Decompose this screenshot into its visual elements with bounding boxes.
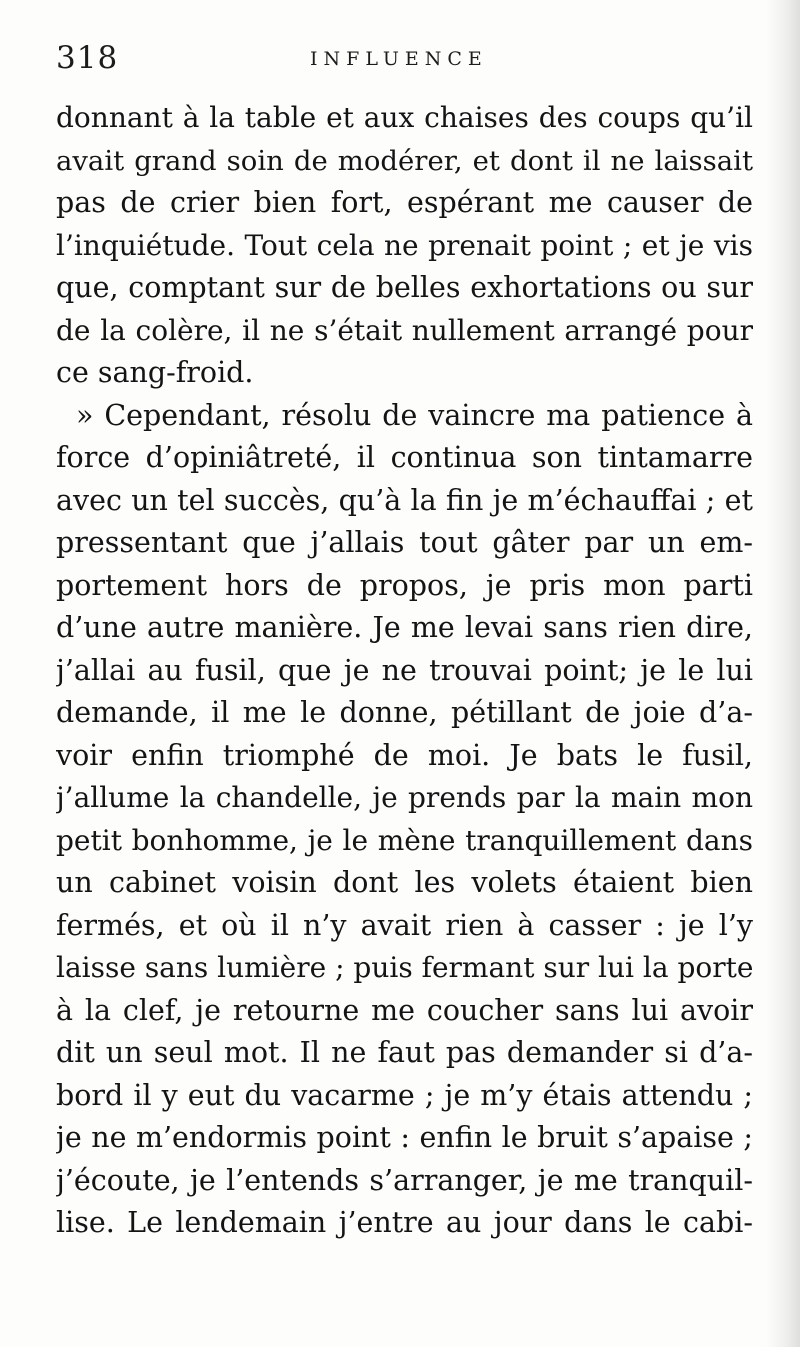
text-line: demande, il me le donne, pétillant de joie d’a- [56, 696, 753, 729]
text-line: d’une autre manière. Je me levai sans rien dire, [56, 611, 753, 644]
page-number: 318 [56, 40, 119, 76]
text-line: donnant à la table et aux chaises des coups qu’il [56, 101, 753, 134]
body-text [56, 97, 753, 1245]
text-line: petit bonhomme, je le mène tranquillement dans [56, 823, 753, 857]
text-line: j’écoute, je l’entends s’arranger, je me tranquil- [56, 1163, 753, 1197]
running-head [56, 40, 756, 80]
text-line: laisse sans lumière ; puis fermant sur lui la porte [56, 951, 753, 984]
paragraph-start-line: » Cependant, résolu de vaincre ma patience à [76, 398, 753, 432]
text-line: j’allai au fusil, que je ne trouvai point; je le lui [56, 653, 753, 687]
text-line: lise. Le lendemain j’entre au jour dans le cabi- [56, 1206, 753, 1239]
page-header-title: INFLUENCE [310, 48, 488, 70]
text-line: voir enfin triomphé de moi. Je bats le fusil, [56, 738, 753, 772]
text-line: ce sang-froid. [56, 356, 254, 389]
text-line: avait grand soin de modérer, et dont il ne laissait [56, 144, 753, 177]
page-edge-shadow [766, 0, 800, 1347]
text-line: un cabinet voisin dont les volets étaient bien [56, 866, 753, 899]
text-line: pressentant que j’allais tout gâter par un em- [56, 526, 753, 559]
text-line: avec un tel succès, qu’à la fin je m’échauffai ; et [56, 483, 753, 517]
text-line: l’inquiétude. Tout cela ne prenait point ; et je vis [56, 228, 753, 262]
text-line: pas de crier bien fort, espérant me causer de [56, 186, 753, 219]
text-line: fermés, et où il n’y avait rien à casser : je l’y [56, 908, 753, 942]
text-line: bord il y eut du vacarme ; je m’y étais attendu ; [56, 1078, 753, 1112]
text-line: portement hors de propos, je pris mon parti [56, 568, 753, 602]
text-line: à la clef, je retourne me coucher sans lui avoir [56, 993, 753, 1027]
text-line: force d’opiniâtreté, il continua son tintamarre [56, 441, 753, 474]
text-line: dit un seul mot. Il ne faut pas demander si d’a- [56, 1036, 753, 1069]
text-line: de la colère, il ne s’était nullement arrangé pour [56, 313, 753, 347]
text-line: que, comptant sur de belles exhortations ou sur [56, 271, 753, 304]
text-line: je ne m’endormis point : enfin le bruit s’apaise ; [56, 1121, 753, 1154]
text-line: j’allume la chandelle, je prends par la main mon [56, 781, 753, 814]
